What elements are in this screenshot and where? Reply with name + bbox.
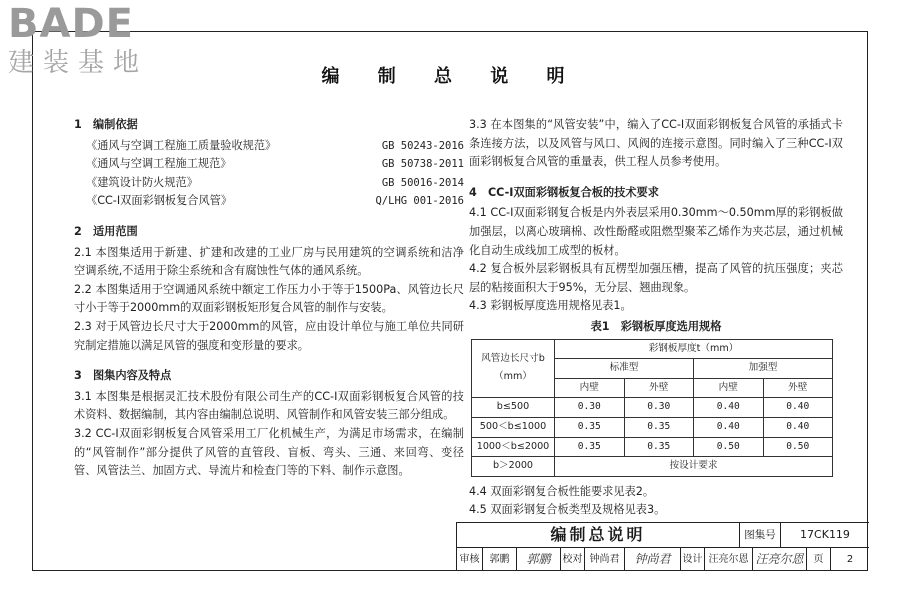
drawing-name: 编制总说明 [457,523,740,547]
cell-value: 0.40 [763,398,833,418]
header-thickness: 彩钢板厚度t（mm） [555,339,833,359]
review-label: 审核 [457,548,483,571]
paragraph-2-3: 2.3 对于风管边长尺寸大于2000mm的风管，应由设计单位与施工单位共同研究制定措施以满足风管的强度和变形量的要求。 [74,319,464,352]
title-block [456,522,869,571]
cell-side: 500＜b≤1000 [472,417,555,437]
cell-side: 1000＜b≤2000 [472,437,555,457]
cell-value: 0.50 [694,437,764,457]
designer-name: 汪亮尔恩 [705,548,753,571]
check-label: 校对 [561,548,585,571]
reference-code: GB 50243-2016 [381,139,464,152]
checker-signature: 钟尚君 [625,548,681,571]
section-4-heading: 4 CC-I双面彩钢板复合板的技术要求 [469,185,659,199]
reference-name: 《CC-I双面彩钢板复合风管》 [86,194,233,208]
paragraph-3-2: 3.2 CC-I双面彩钢板复合风管采用工厂化机械生产，为满足市场需求，在编制的“风管制作”部分提供了风管的直管段、盲板、弯头、三通、来回弯、变径管、风管法兰、加固方式、导流片和检查门等的下料、制作示意图。 [74,426,464,478]
reference-item [74,155,464,174]
reference-name: 《通风与空调工程施工规范》 [86,157,232,171]
drawing-sheet [32,31,868,571]
paragraph-4-2: 4.2 复合板外层彩钢板具有瓦楞型加强压槽，提高了风管的抗压强度；夹芯层的粘接面积大于95%，无分层、翘曲现象。 [469,262,843,294]
section-2-heading: 2 适用范围 [74,224,138,238]
reference-code: GB 50016-2014 [381,176,464,189]
reference-code: GB 50738-2011 [381,158,464,171]
section-1-heading: 1 编制依据 [74,118,138,131]
paragraph-3-1: 3.1 本图集是根据灵汇技术股份有限公司生产的CC-I双面彩钢板复合风管的技术资料、数据编制，其内容由编制总说明、风管制作和风管安装三部分组成。 [74,389,464,422]
section-3-heading: 3 图集内容及特点 [74,369,172,383]
header-standard: 标准型 [555,359,694,379]
reference-name: 《通风与空调工程施工质量验收规范》 [86,138,277,152]
paragraph-3-3: 3.3 在本图集的“风管安装”中，编入了CC-I双面彩钢板复合风管的承插式卡条连接方法，以及风管与风口、风阀的连接示意图。同时编入了三种CC-I双面彩钢板复合风管的重量表，供工程人员参考使用。 [469,118,843,169]
paragraph-4-4: 4.4 双面彩钢复合板性能要求见表2。 [469,484,655,498]
logo-wordmark: BADE [8,1,134,47]
table-row [472,398,833,418]
table-caption: 表1 彩钢板厚度选用规格 [590,319,722,333]
table-row [472,437,833,457]
reference-item [74,174,464,193]
thickness-table [471,339,833,477]
atlas-number: 17CK119 [800,528,850,541]
reviewer-signature: 郭鹏 [517,548,561,571]
header-outer-wall: 外壁 [763,378,833,398]
reference-item [74,192,464,211]
cell-value: 0.50 [763,437,833,457]
title-block-top-row [457,523,869,548]
reference-code: Q/LHG 001-2016 [375,195,464,208]
cell-value: 0.35 [624,437,694,457]
title-block-signature-row [457,548,869,571]
table-row [472,457,833,477]
cell-value: 0.30 [555,398,625,418]
page-number: 2 [846,554,854,565]
cell-value: 0.30 [624,398,694,418]
reference-name: 《建筑设计防火规范》 [86,175,198,189]
header-inner-wall: 内壁 [555,378,625,398]
checker-name: 钟尚君 [585,548,625,571]
header-inner-wall: 内壁 [694,378,764,398]
left-column [74,116,464,481]
paragraph-4-5: 4.5 双面彩钢复合板类型及规格见表3。 [469,503,666,517]
logo-subtitle: 建装基地 [8,48,149,78]
atlas-number-label: 图集号 [740,523,781,547]
table-header-row [472,339,833,359]
reviewer-name: 郭鹏 [483,548,517,571]
cell-value: 0.35 [624,417,694,437]
cell-value: 0.40 [763,417,833,437]
design-label: 设计 [681,548,705,571]
cell-side: b＞2000 [472,457,555,477]
page-label: 页 [807,548,831,571]
cell-side: b≤500 [472,398,555,418]
cell-design-note: 按设计要求 [555,457,833,477]
paragraph-2-2: 2.2 本图集适用于空调通风系统中额定工作压力小于等于1500Pa、风管边长尺寸小于等于2000mm的双面彩钢板矩形复合风管的制作与安装。 [74,282,464,315]
reference-item [74,137,464,156]
header-outer-wall: 外壁 [624,378,694,398]
cell-value: 0.40 [694,417,764,437]
bade-logo [8,2,188,82]
paragraph-2-1: 2.1 本图集适用于新建、扩建和改建的工业厂房与民用建筑的空调系统和洁净空调系统,不适用于除尘系统和含有腐蚀性气体的通风系统。 [74,245,464,278]
paragraph-4-3: 4.3 彩钢板厚度选用规格见表1。 [469,299,632,313]
table-row [472,417,833,437]
header-side-length: 风管边长尺寸b（mm） [472,339,555,398]
cell-value: 0.40 [694,398,764,418]
header-reinforced: 加强型 [694,359,833,379]
paragraph-4-1: 4.1 CC-I双面彩钢复合板是内外表层采用0.30mm～0.50mm厚的彩钢板做加强层，以离心玻璃棉、改性酚醛或阻燃型聚苯乙烯作为夹芯层，通过机械化自动生成线加工成型的板材。 [469,206,843,257]
cell-value: 0.35 [555,417,625,437]
cell-value: 0.35 [555,437,625,457]
right-column [469,116,843,520]
designer-signature: 汪亮尔恩 [753,548,807,571]
page-title: 编 制 总 说 明 [321,66,581,87]
